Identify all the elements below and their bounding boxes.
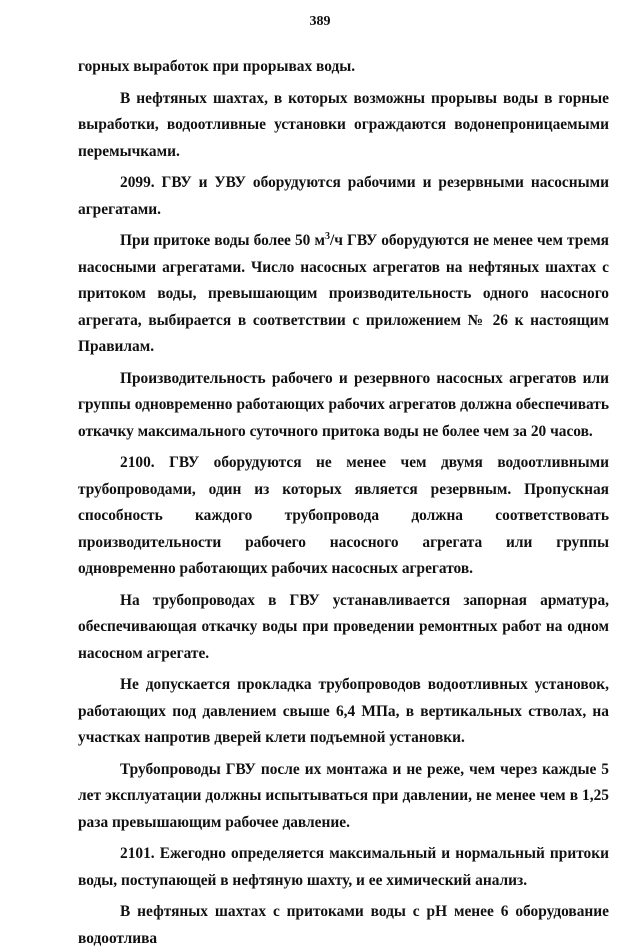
paragraph: В нефтяных шахтах с притоками воды с pH менее 6 оборудование водоотлива	[78, 903, 609, 947]
paragraph: На трубопроводах в ГВУ устанавливается запорная арматура, обеспечивающая откачку воды при проведении ремонтных работ на одном насосном агрегате.	[78, 591, 609, 662]
inflow-continuation: насосными агрегатами. Число насосных агрегатов на нефтяных шахтах с притоком воды, превышающим производительность одного насосного агрегата, выбирается в соответствии с приложением № 26 к настоящим Правилам.	[78, 258, 609, 355]
paragraph: горных выработок при прорывах воды.	[78, 58, 356, 75]
inflow-text-start: При притоке воды более 50 м	[120, 232, 325, 249]
paragraph-2101: 2101. Ежегодно определяется максимальный и нормальный притоки воды, поступающей в нефтяную шахту, и ее химический анализ.	[78, 845, 609, 889]
paragraph: В нефтяных шахтах, в которых возможны прорывы воды в горные выработки, водоотливные установки ограждаются водонепроницаемыми перемычками.	[78, 89, 609, 160]
document-body	[78, 54, 609, 952]
paragraph: Производительность рабочего и резервного насосных агрегатов или группы одновременно работающих рабочих агрегатов должна обеспечивать откачку максимального суточного притока воды не более чем за 20 часов.	[78, 369, 609, 440]
paragraph: Трубопроводы ГВУ после их монтажа и не реже, чем через каждые 5 лет эксплуатации должны испытываться при давлении, не менее чем в 1,25 раза превышающим рабочее давление.	[78, 760, 609, 831]
cubic-superscript: 3	[324, 230, 330, 242]
inflow-text-end: /ч ГВУ оборудуются не менее чем тремя	[329, 232, 610, 249]
paragraph-2099: 2099. ГВУ и УВУ оборудуются рабочими и резервными насосными агрегатами.	[78, 174, 609, 218]
paragraph-2100: 2100. ГВУ оборудуются не менее чем двумя водоотливными трубопроводами, один из которых является резервным. Пропускная способность каждого трубопровода должна соответствовать производительности рабочего насосного агрегата или группы одновременно работающих рабочих насосных агрегатов.	[78, 454, 609, 577]
paragraph: Не допускается прокладка трубопроводов водоотливных установок, работающих под давлением свыше 6,4 МПа, в вертикальных стволах, на участках напротив дверей клети подъемной установки.	[78, 676, 609, 746]
page-number: 389	[309, 14, 331, 29]
paragraph-inflow	[78, 228, 609, 361]
